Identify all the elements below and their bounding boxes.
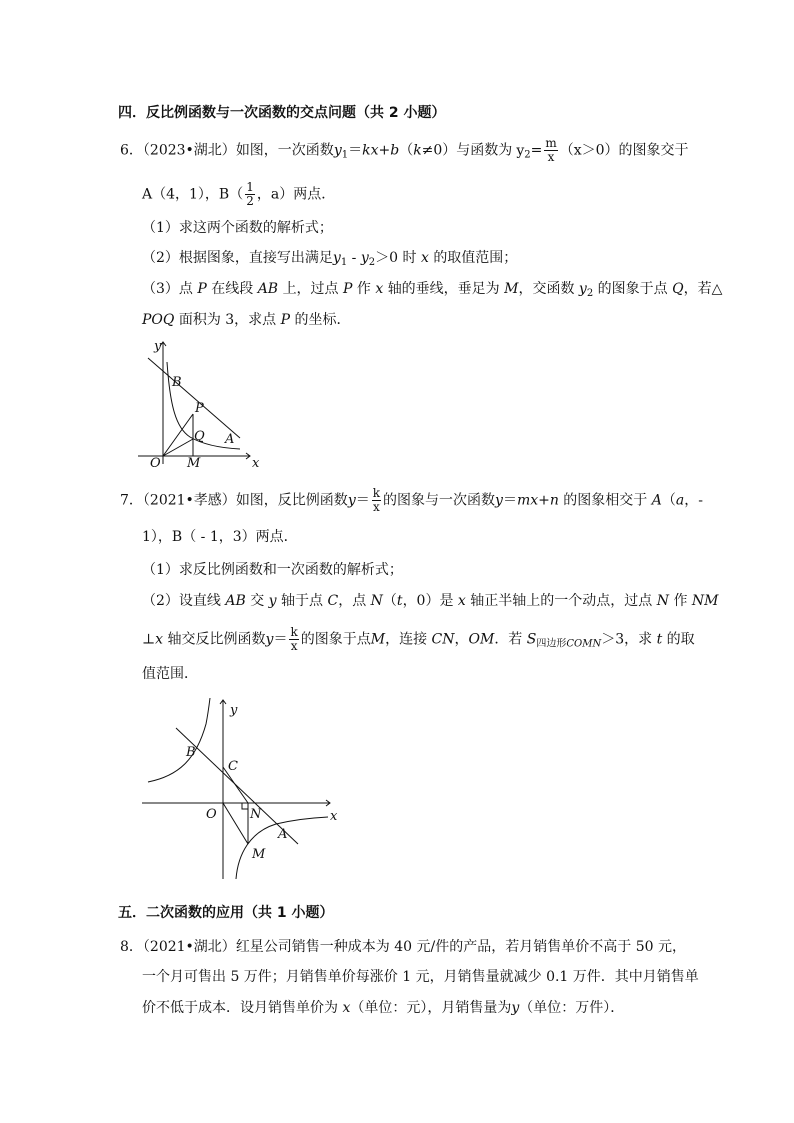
var: x	[370, 281, 388, 297]
var: CN	[427, 631, 455, 648]
var: x	[453, 593, 471, 609]
text: 的图象于点	[593, 281, 668, 297]
question-6-line-2	[142, 181, 335, 208]
text: ＞3，求	[601, 631, 653, 648]
text: ．若	[494, 631, 523, 648]
var: y	[516, 142, 525, 159]
text: ≠0）与函数为	[421, 142, 513, 159]
text: 的坐标．	[294, 312, 351, 328]
var: M	[370, 631, 386, 648]
text: （	[382, 593, 397, 609]
fraction	[289, 626, 298, 653]
text: ，0）是	[402, 593, 454, 609]
var: y	[332, 250, 341, 266]
text: A（4，1），B（	[142, 186, 244, 203]
question-number: 8．	[120, 939, 143, 955]
hyperbola-branch-upper-left	[148, 698, 210, 782]
question-source: （2023•湖北）	[142, 142, 236, 159]
var: x	[416, 250, 434, 266]
text: 轴的垂线，垂足为	[387, 281, 500, 297]
fraction-denominator: x	[290, 639, 298, 653]
question-6-part-1: （1）求这两个函数的解析式；	[142, 220, 333, 236]
label-q: Q	[194, 429, 205, 444]
segment-op	[163, 414, 193, 456]
fraction-numerator: k	[290, 625, 298, 639]
var: POQ	[142, 312, 175, 328]
label-c: C	[228, 759, 238, 774]
var: k	[413, 142, 422, 159]
question-6-line-1	[120, 137, 689, 166]
var: x	[155, 631, 168, 648]
subscript: 2	[586, 288, 594, 299]
label-a: A	[225, 432, 235, 447]
var: t	[652, 631, 667, 648]
question-7-part-2	[142, 591, 718, 611]
var: y	[574, 281, 587, 297]
text: （单位：元），月销售量为	[350, 1000, 512, 1016]
text: ，a）两点．	[256, 186, 336, 203]
label-a: A	[278, 827, 288, 842]
var: N	[366, 593, 383, 609]
label-x: x	[330, 809, 338, 824]
label-n: N	[250, 807, 262, 822]
right-angle-mark	[242, 803, 248, 809]
question-6-part-3	[142, 279, 722, 304]
text: ，-	[684, 492, 703, 509]
text: 在线段	[211, 281, 254, 297]
label-p: P	[195, 401, 204, 416]
text: （2）根据图象，直接写出满足	[142, 250, 333, 266]
var: y	[360, 250, 369, 266]
var: y	[495, 492, 503, 509]
var: P	[276, 312, 295, 328]
subscript: COMN	[566, 638, 602, 650]
text: 轴正半轴上的一个动点，过点	[470, 593, 653, 609]
question-6-part-2	[142, 248, 517, 273]
var: NM	[687, 593, 719, 609]
text: ＝	[355, 492, 370, 509]
question-8-line-3	[142, 998, 624, 1018]
text: 的图象与一次函数	[383, 492, 496, 509]
var: M	[499, 281, 519, 297]
line-ab	[148, 358, 240, 438]
var: y	[264, 593, 282, 609]
text: 交	[250, 593, 265, 609]
question-7-part-2-cont	[142, 626, 695, 655]
var: y	[265, 631, 274, 648]
var: N	[652, 593, 674, 609]
var: y	[333, 142, 342, 159]
text: 的图象相交于	[558, 492, 648, 509]
var: S	[522, 631, 537, 648]
text: 作	[673, 593, 688, 609]
fraction-numerator: 1	[246, 180, 254, 194]
text: （单位：万件）．	[519, 1000, 625, 1016]
text: ＝	[502, 492, 517, 509]
label-o: O	[150, 456, 161, 470]
var: a	[675, 492, 685, 509]
text: 价不低于成本．设月销售单价为	[142, 1000, 338, 1016]
question-8-line-2: 一个月可售出 5 万件；月销售单价每涨价 1 元，月销售量就减少 0.1 万件．其中月销售单	[142, 969, 699, 985]
text: 上，过点	[282, 281, 339, 297]
var: AB	[220, 593, 251, 609]
var: P	[338, 281, 357, 297]
text: 的图象于点	[300, 631, 371, 648]
text: 轴交反比例函数	[167, 631, 266, 648]
var: y	[347, 492, 356, 509]
fraction-numerator: m	[545, 136, 557, 150]
section-heading: 五．二次函数的应用（共 1 小题）	[118, 905, 334, 921]
question-source: （2021•孝感）	[142, 492, 236, 509]
question-7-line-2: 1），B（ - 1，3）两点．	[142, 529, 298, 545]
question-7-figure	[138, 694, 348, 884]
subscript: 1	[341, 149, 349, 161]
text: 轴于点	[281, 593, 324, 609]
fraction	[245, 181, 255, 208]
label-m: M	[252, 847, 266, 862]
segment-oq	[163, 439, 193, 456]
label-b: B	[186, 745, 196, 760]
fraction-denominator: 2	[246, 194, 254, 208]
fraction-denominator: x	[372, 500, 380, 514]
fraction-denominator: x	[547, 150, 555, 164]
var: kx+b	[362, 142, 400, 159]
question-number: 6．	[120, 142, 143, 159]
text: （3）点	[142, 281, 193, 297]
question-source: （2021•湖北）	[142, 939, 236, 955]
var: P	[192, 281, 212, 297]
var: A	[647, 492, 662, 509]
question-7-part-2-end: 值范围．	[142, 666, 198, 682]
var: t	[396, 593, 403, 609]
text: ，若△	[683, 281, 723, 297]
subscript: 四边形	[536, 638, 567, 650]
text: （2）设直线	[142, 593, 221, 609]
text: （x＞0）的图象交于	[559, 142, 689, 159]
var: y	[511, 1000, 520, 1016]
section-heading: 四．反比例函数与一次函数的交点问题（共 2 小题）	[118, 105, 446, 121]
text: 的取	[666, 631, 695, 648]
question-6-figure	[130, 336, 270, 470]
var: Q	[667, 281, 684, 297]
text: -	[347, 250, 361, 266]
text: ＝	[348, 142, 363, 159]
text: 的取值范围；	[433, 250, 518, 266]
fraction-numerator: k	[372, 486, 381, 500]
text: ＞0 时	[375, 250, 417, 266]
text: ＝	[273, 631, 288, 648]
text: =	[530, 142, 543, 159]
var: mx+n	[516, 492, 559, 509]
text: ，点	[338, 593, 367, 609]
var: OM	[468, 631, 495, 648]
text: （	[399, 142, 414, 159]
var: AB	[253, 281, 283, 297]
label-m: M	[187, 456, 201, 470]
text: 如图，一次函数	[235, 142, 334, 159]
question-7-line-1	[120, 487, 703, 514]
label-x: x	[252, 456, 260, 470]
label-o: O	[206, 807, 217, 822]
subscript: 2	[524, 149, 531, 161]
fraction	[372, 487, 381, 514]
text: 面积为 3，求点	[174, 312, 277, 328]
text: 作	[356, 281, 371, 297]
question-8-line-1	[120, 937, 686, 957]
subscript: 2	[368, 257, 376, 268]
question-7-part-1: （1）求反比例函数和一次函数的解析式；	[142, 562, 403, 578]
text: 如图，反比例函数	[235, 492, 348, 509]
label-b: B	[172, 375, 182, 390]
fraction	[544, 137, 557, 164]
label-y: y	[154, 339, 162, 354]
text: （	[661, 492, 676, 509]
var: x	[338, 1000, 351, 1016]
subscript: 1	[340, 257, 348, 268]
text: 红星公司销售一种成本为 40 元/件的产品，若月销售单价不高于 50 元，	[235, 939, 686, 955]
text: ，连接	[385, 631, 428, 648]
var: C	[323, 593, 339, 609]
question-number: 7．	[120, 492, 143, 509]
text: ，交函数	[518, 281, 575, 297]
text: ⊥	[142, 631, 156, 648]
label-y: y	[230, 703, 238, 718]
question-6-part-3-cont	[142, 310, 351, 330]
text: ，	[454, 631, 469, 648]
